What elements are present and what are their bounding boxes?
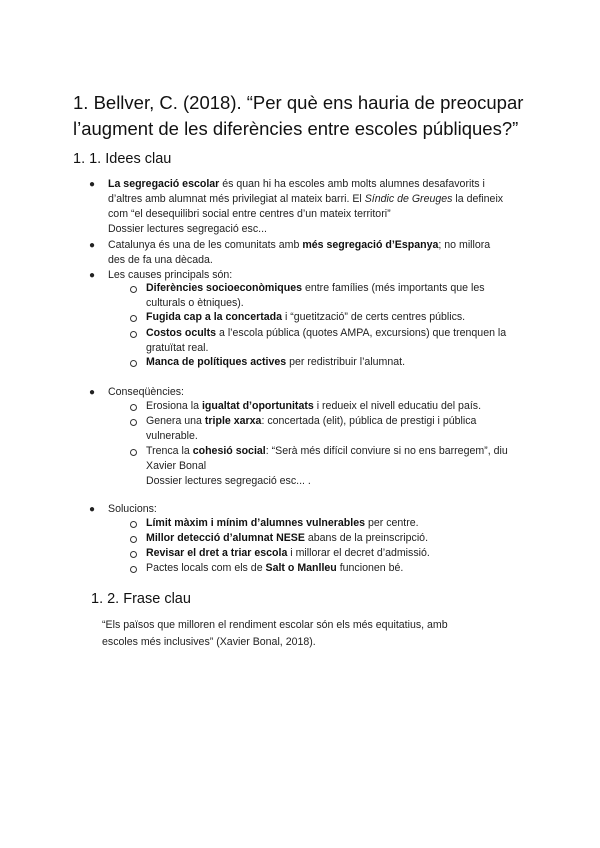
list-item: La segregació escolar és quan hi ha escoles amb molts alumnes desafavorits i xyxy=(108,178,485,190)
dossier-link[interactable]: Dossier lectures segregació esc... . xyxy=(146,475,311,487)
list-item-line: des de fa una dècada. xyxy=(108,254,213,266)
sub-bullet-icon xyxy=(130,551,137,558)
sub-item: Revisar el dret a triar escola i millorar el decret d’admissió. xyxy=(146,547,430,559)
sub-bullet-icon xyxy=(130,360,137,367)
sub-bullet-icon xyxy=(130,419,137,426)
sub-item-line: Xavier Bonal xyxy=(146,460,207,472)
quote-line: “Els països que milloren el rendiment escolar són els més equitatius, amb xyxy=(102,619,448,631)
list-item-line: d’altres amb alumnat més privilegiat al mateix barri. El Síndic de Greuges la defineix xyxy=(108,193,504,205)
sub-item: Erosiona la igualtat d’oportunitats i redueix el nivell educatiu del país. xyxy=(146,400,482,412)
sub-bullet-icon xyxy=(130,521,137,528)
sub-bullet-icon xyxy=(130,404,137,411)
quote-line: escoles més inclusives” (Xavier Bonal, 2018). xyxy=(102,636,316,648)
sub-item: Diferències socioeconòmiques entre famílies (més importants que les xyxy=(146,282,485,294)
bullet-icon: ● xyxy=(89,387,96,398)
sub-item: Millor detecció d’alumnat NESE abans de la preinscripció. xyxy=(146,532,429,544)
bullet-icon: ● xyxy=(89,179,96,190)
list-item: Les causes principals són: xyxy=(108,269,233,281)
dossier-link[interactable]: Dossier lectures segregació esc... xyxy=(108,223,267,235)
bullet-icon: ● xyxy=(89,270,96,281)
sub-bullet-icon xyxy=(130,566,137,573)
sub-bullet-icon xyxy=(130,286,137,293)
sub-bullet-icon xyxy=(130,536,137,543)
page-title: 1. Bellver, C. (2018). “Per què ens hauria de preocupar l’augment de les diferències entre escoles públiques?” xyxy=(73,92,524,139)
sub-item-line: culturals o ètniques). xyxy=(146,297,244,309)
sub-item: Trenca la cohesió social: “Serà més difícil conviure si no ens barregem”, diu xyxy=(146,445,508,457)
list-item: Conseqüències: xyxy=(108,386,184,398)
sub-bullet-icon xyxy=(130,331,137,338)
list-item-line: com “el desequilibri social entre centres d’un mateix territori” xyxy=(108,208,391,220)
section-heading-ideas: 1. 1. Idees clau xyxy=(73,151,172,167)
key-quote xyxy=(102,617,482,651)
sub-item: Límit màxim i mínim d’alumnes vulnerables per centre. xyxy=(146,517,419,529)
sub-bullet-icon xyxy=(130,315,137,322)
sub-item: Manca de polítiques actives per redistribuir l’alumnat. xyxy=(146,356,406,368)
sub-bullet-icon xyxy=(130,449,137,456)
sub-item-line: vulnerable. xyxy=(146,430,198,442)
bullet-icon: ● xyxy=(89,504,96,515)
sub-item: Fugida cap a la concertada i “guetització” de certs centres públics. xyxy=(146,311,466,323)
bullet-icon: ● xyxy=(89,240,96,251)
sub-item: Costos ocults a l’escola pública (quotes AMPA, excursions) que trenquen la xyxy=(146,327,507,339)
list-item: Solucions: xyxy=(108,503,157,515)
section-heading-quote: 1. 2. Frase clau xyxy=(91,591,191,607)
sub-item: Genera una triple xarxa: concertada (elit), pública de prestigi i pública xyxy=(146,415,477,427)
sub-item: Pactes locals com els de Salt o Manlleu funcionen bé. xyxy=(146,562,404,574)
list-item: Catalunya és una de les comunitats amb més segregació d’Espanya; no millora xyxy=(108,239,491,251)
sub-item-line: gratuïtat real. xyxy=(146,342,209,354)
